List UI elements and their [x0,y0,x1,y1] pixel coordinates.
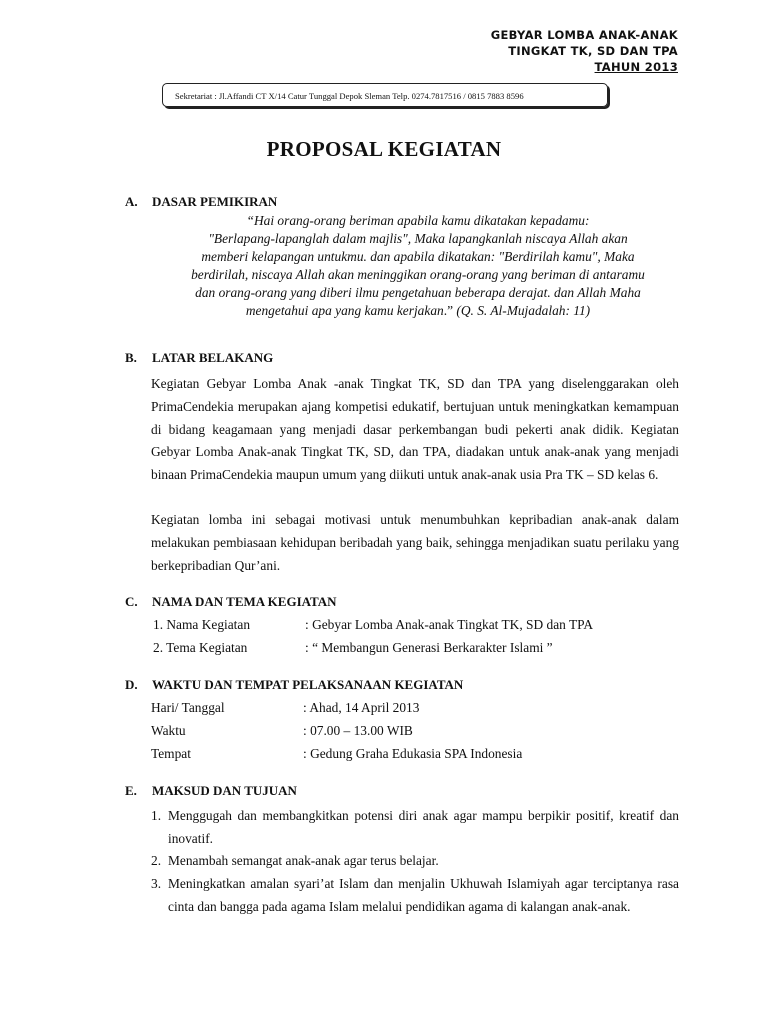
kv-value: : Gebyar Lomba Anak-anak Tingkat TK, SD dan TPA [305,617,594,632]
quote-close-mark: .” [443,303,454,318]
section-title: NAMA DAN TEMA KEGIATAN [152,594,337,609]
section-title: LATAR BELAKANG [152,350,274,365]
quote-last-text: mengetahui apa yang kamu kerjakan [245,303,444,318]
section-c-heading [125,594,337,610]
section-letter: B. [125,350,137,365]
quote-line: "Berlapang-lapanglah dalam majlis", Maka lapangkanlah niscaya Allah akan [208,231,628,246]
section-d-heading [125,677,463,693]
section-e-heading [125,783,297,799]
kv-key: 1. Nama Kegiatan [153,617,251,632]
kv-key: Tempat [151,746,191,761]
kv-value: : Gedung Graha Edukasia SPA Indonesia [303,746,523,761]
section-letter: D. [125,677,138,692]
kv-value: : 07.00 – 13.00 WIB [303,723,413,738]
quote-line: dan orang-orang yang diberi ilmu pengetahuan beberapa derajat. dan Allah Maha [195,285,641,300]
kv-value: : “ Membangun Generasi Berkarakter Islami ” [305,640,553,655]
background-paragraph-2: Kegiatan lomba ini sebagai motivasi untuk menumbuhkan kepribadian anak-anak dalam melakukan pembiasaan kehidupan beribadah yang baik, sehingga menjadikan suatu perilaku yang berkepribadian Qur’ani. [151,512,679,573]
event-header [491,27,678,75]
kv-key: 2. Tema Kegiatan [153,640,248,655]
list-number: 1. [151,808,162,823]
kv-row [153,640,693,658]
section-title: DASAR PEMIKIRAN [152,194,278,209]
section-a-heading [125,194,277,210]
quote-reference: (Q. S. Al-Mujadalah: 11) [453,303,591,318]
kv-row [151,700,691,718]
section-b-heading [125,350,273,366]
quote-line: berdirilah, niscaya Allah akan meninggikan orang-orang yang beriman di antaramu [191,267,645,282]
list-number: 3. [151,876,162,891]
kv-row [153,617,693,635]
list-item [151,805,679,851]
quote-line: memberi kelapangan untukmu. dan apabila dikatakan: "Berdirilah kamu", Maka [201,249,635,264]
list-text: Menggugah dan membangkitkan potensi diri anak agar mampu berpikir positif, kreatif dan inovatif. [168,808,679,846]
quran-quote [150,212,686,320]
section-title: MAKSUD DAN TUJUAN [152,783,297,798]
background-paragraph-1: Kegiatan Gebyar Lomba Anak -anak Tingkat TK, SD dan TPA yang diselenggarakan oleh PrimaCendekia merupakan ajang kompetisi edukatif, bertujuan untuk meningkatkan kemampuan di bidang keagamaan yang menjadi dasar perkembangan budi pekerti anak didik. Kegiatan Gebyar Lomba Anak-anak Tingkat TK, SD, dan TPA, diadakan untuk anak-anak yang menjadi binaan PrimaCendekia maupun umum yang diikuti untuk anak-anak usia Pra TK – SD kelas 6. [151,376,679,483]
section-letter: E. [125,783,137,798]
section-letter: C. [125,594,138,609]
header-line-1: GEBYAR LOMBA ANAK-ANAK [490,28,678,42]
page-title: PROPOSAL KEGIATAN [266,137,502,161]
kv-key: Waktu [151,723,186,738]
kv-key: Hari/ Tanggal [151,700,225,715]
list-text: Meningkatkan amalan syari’at Islam dan menjalin Ukhuwah Islamiyah agar terciptanya rasa cinta dan bangga pada agama Islam melalui pendidikan agama di kalangan anak-anak. [168,876,679,914]
kv-row [151,746,691,764]
list-number: 2. [151,853,162,868]
header-line-2: TINGKAT TK, SD DAN TPA [508,44,678,58]
list-item [151,873,679,919]
sekretariat-box: Sekretariat : Jl.Affandi CT X/14 Catur Tunggal Depok Sleman Telp. 0274.7817516 / 0815 7883 8596 [162,83,608,107]
section-title: WAKTU DAN TEMPAT PELAKSANAAN KEGIATAN [152,677,464,692]
kv-value: : Ahad, 14 April 2013 [303,700,420,715]
quote-line: “Hai orang-orang beriman apabila kamu dikatakan kepadamu: [246,213,590,228]
kv-row [151,723,691,741]
header-line-3: TAHUN 2013 [594,60,678,74]
section-letter: A. [125,194,138,209]
quote-line-last [150,302,686,320]
list-text: Menambah semangat anak-anak agar terus belajar. [168,853,439,868]
list-item [151,850,679,873]
